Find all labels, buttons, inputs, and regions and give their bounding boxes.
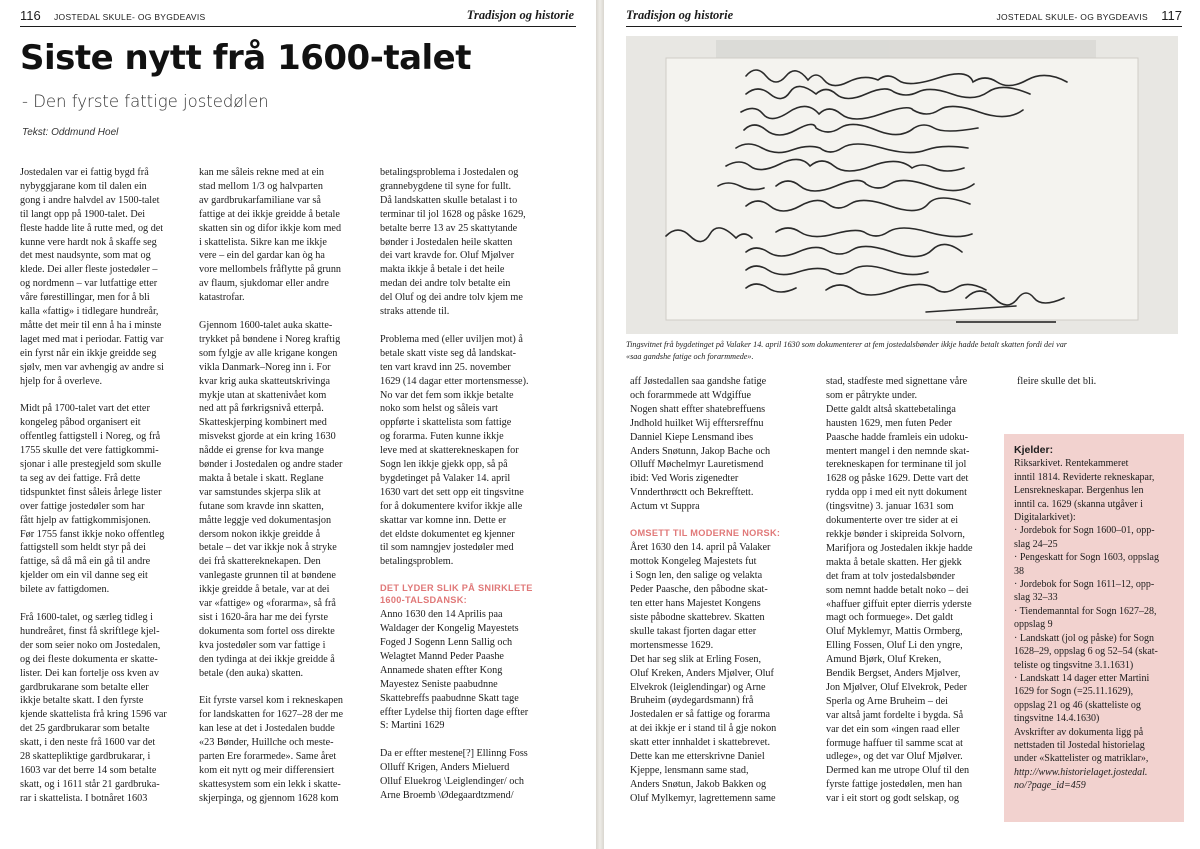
text-line: Bendik Bergset, Anders Mjølver,	[826, 668, 961, 680]
text-line: mottok Kongeleg Majestets fut	[630, 556, 757, 568]
text-line: Gjennom 1600-talet auka skatte-	[199, 319, 333, 331]
right-column-2	[826, 375, 1012, 806]
text-line: som fylgje av alle krigane kongen	[199, 347, 338, 359]
text-line: Jostedalen var ei fattig bygd frå	[20, 167, 149, 178]
text-line	[20, 597, 190, 611]
column-3-text-a	[380, 166, 550, 583]
magazine-name: JOSTEDAL SKULE- OG BYGDEAVIS	[54, 12, 206, 22]
text-line	[380, 319, 550, 333]
text-line: · Landskatt 14 dager etter Martini	[1014, 672, 1150, 684]
text-line: vere – ein del gardar kan òg ha	[199, 250, 325, 262]
section-name: Tradisjon og historie	[626, 8, 734, 22]
magazine-name: JOSTEDAL SKULE- OG BYGDEAVIS	[996, 12, 1148, 22]
text-line: · Pengeskatt for Sogn 1603, oppslag	[1014, 552, 1159, 564]
text-line: betale skatt viste seg då landskat-	[380, 347, 517, 359]
body-column-2	[199, 166, 373, 806]
text-line: Frå 1600-talet, og særleg tidleg i	[20, 612, 153, 623]
text-line: Problema med (eller uviljen mot) å	[380, 333, 523, 345]
text-line: rar i skattelista. I botnåret 1603	[20, 792, 148, 804]
text-line: kom eit nytt og meir differensiert	[199, 764, 335, 776]
text-line: fattige at dei ikkje greidde å betale	[199, 208, 340, 220]
text-line: Elvekrok (leiglendingar) og Arne	[630, 681, 766, 693]
text-line: Anno 1630 den 14 Aprilis paa	[380, 609, 503, 621]
transcription-heading: DET LYDER SLIK PÅ SNIRKLETE	[380, 583, 533, 594]
text-line: kan lese at det i Jostedalen budde	[199, 723, 335, 735]
text-line: ten etter hans Majestet Kongens	[630, 598, 761, 610]
text-line: skattar var komne inn. Dette er	[380, 514, 507, 526]
text-line: klede. Dei aller fleste jostedøler –	[20, 264, 158, 276]
text-line: sist i 1620-åra har me dei fyrste	[199, 612, 329, 623]
text-line: Lensrekneskapar. Bergenhus len	[1014, 485, 1144, 497]
text-line: betalte berre 13 av 25 skattytande	[380, 222, 518, 234]
text-line: dokumenterte over tre sider at ei	[826, 515, 959, 527]
text-line: av gardbrukarfamiliane var så	[199, 194, 321, 206]
text-line	[380, 569, 550, 583]
photo-caption	[626, 339, 1182, 363]
text-line: var «fattige» og «forarma», så frå	[199, 598, 336, 610]
text-line: skjerpinga, og gjennom 1628 kom	[199, 792, 339, 804]
text-line: Vnnderthrøctt och Bekrefftett.	[630, 487, 754, 499]
text-line: Jon Mjølver, Oluf Elvekrok, Peder	[826, 681, 968, 693]
right-column-1-text-a	[630, 375, 818, 528]
text-line: betalingsproblem.	[380, 556, 454, 568]
text-line: 1628–29, oppslag 6 og 52–54 (skat-	[1014, 646, 1158, 658]
text-line: skattesystem som ein lekk i skatte-	[199, 778, 341, 790]
text-line: fleste hadde lite å rutte med, og det	[20, 222, 164, 234]
text-line: over fattige jostedøler som har	[20, 500, 145, 512]
text-line: S: Martini 1629	[380, 720, 445, 732]
text-line: Waldager der Kongelig Mayestets	[380, 623, 519, 635]
text-line: Skattebreffs paabudnne Skatt tage	[380, 692, 519, 704]
text-line: Skatteskjerping kombinert med	[199, 417, 327, 429]
page-number: 117	[1161, 8, 1182, 23]
text-line: mentert mangel i den nemnde skat-	[826, 445, 970, 457]
text-line: og forarma. Futen kunne ikkje	[380, 431, 504, 443]
text-line: och forarmmede att Wdgiffue	[630, 389, 751, 401]
right-column-1	[630, 375, 818, 806]
text-line: 1629 (14 dagar etter mortensmesse).	[380, 375, 529, 387]
text-line: det fram at tolv jostedalsbønder	[826, 570, 956, 582]
text-line: bygdetinget på Valaker 14. april	[380, 472, 511, 484]
text-line: leve med at skatterekneskapen for	[380, 445, 519, 457]
sources-list	[1014, 457, 1178, 765]
text-line: Sogn len ikkje gjekk opp, så på	[380, 459, 508, 471]
text-line: vore mellombels fråflytte på grunn	[199, 264, 342, 276]
text-line: ten vart kravd inn 25. november	[380, 361, 511, 373]
text-line: Annamede shaten effter Kong	[380, 664, 503, 676]
text-line: sjonar i alle prestegjeld som skulle	[20, 459, 162, 471]
text-line: Midt på 1700-talet vart det etter	[20, 403, 150, 415]
text-line: udlege», og det var Oluf Mjølver.	[826, 751, 963, 763]
text-line: slag 24–25	[1014, 538, 1058, 550]
text-line: betale – det var ikkje nok å stryke	[199, 542, 337, 554]
text-line: var i eit stort og godt selskap, og	[826, 793, 959, 805]
text-line: fyrste fattige jostedølen, men han	[826, 779, 963, 791]
text-line: som er påtrykte under.	[826, 389, 918, 401]
text-line: oppslag 21 og 46 (skatteliste og	[1014, 699, 1141, 711]
text-line: 1603 var det berre 14 som betalte	[20, 764, 157, 776]
text-line: fått hjelp av fattigkommisjonen.	[20, 514, 151, 526]
text-line: del Oluf og dei andre tolv kjem me	[380, 292, 523, 304]
section-name: Tradisjon og historie	[466, 8, 574, 22]
text-line: medan dei andre tolv betalte ein	[380, 278, 511, 290]
text-line: som nemnt hadde betalt noko – dei	[826, 584, 969, 596]
text-line: Dette galdt altså skattebetalinga	[826, 403, 956, 415]
text-line: gong i andre halvdel av 1500-talet	[20, 194, 160, 206]
text-line: tidspunktet finst såleis årlege lister	[20, 486, 162, 498]
text-line: Anders Snøtun, Jakob Bakken og	[630, 778, 767, 790]
text-line: «23 Bønder, Huillche och meste-	[199, 737, 334, 749]
text-line: Dette kan me etterskrivne Daniel	[630, 751, 765, 763]
right-column-3	[1017, 375, 1187, 389]
text-line: dei vart kravde for. Oluf Mjølver	[380, 250, 515, 262]
text-line: Dermed kan me utrope Oluf til den	[826, 765, 970, 777]
text-line: var samstundes skjerpa slik at	[199, 486, 321, 498]
sources-link[interactable]: http://www.historielaget.jostedal.	[1014, 766, 1148, 778]
text-line: lister. Dei kan fortelje oss kven av	[20, 667, 159, 679]
body-column-1	[20, 166, 190, 806]
text-line: ned att på førkrigsnivå etterpå.	[199, 403, 324, 415]
text-line: straks attende til.	[380, 306, 450, 318]
text-line: oppførte i skattelista som fattige	[380, 417, 512, 429]
text-line: Da er effter mestene[?] Ellinng Foss	[380, 748, 528, 760]
text-line: den tydinga at dei ikkje greidde å	[199, 653, 335, 665]
text-line: inntil 1814. Reviderte rekneskapar,	[1014, 471, 1155, 483]
text-line: kongeleg påbod organisert eit	[20, 417, 141, 429]
text-line: hundreåret, finst få skriftlege kjel-	[20, 625, 160, 637]
text-line: parten Ere forarmede». Same året	[199, 751, 337, 763]
text-line: kan me såleis rekne med at ein	[199, 167, 325, 178]
sources-box	[1004, 434, 1184, 822]
text-line: Kjeppe, lensmann same stad,	[630, 764, 749, 776]
text-line: noko som helst og såleis vart	[380, 403, 498, 415]
text-line: til langt opp på 1900-talet. Dei	[20, 208, 146, 220]
text-line: siste påbodne skattebrev. Skatten	[630, 612, 765, 623]
text-line: våre førestillingar, men for å bli	[20, 292, 150, 304]
text-line: Olluff Møchelmyr Lauretismend	[630, 459, 764, 471]
text-line: formuge haffuer til samme scat at	[826, 737, 964, 749]
text-line: skatt etter innhaldet i skattebrevet.	[630, 737, 771, 749]
text-line: det 25 gardbrukarar som betalte	[20, 723, 150, 735]
text-line: teliste og tingsvitne 3.1.1631)	[1014, 659, 1134, 671]
text-line: Det har seg slik at Erling Fosen,	[630, 653, 761, 665]
text-line: fattigstell som heldt styr på dei	[20, 542, 146, 554]
text-line: nettstaden til Jostedal historielag	[1014, 739, 1145, 751]
text-line: Året 1630 den 14. april på Valaker	[630, 542, 771, 554]
text-line: der som seier noko om Jostedalen,	[20, 639, 161, 651]
text-line: kalla «fattig» i tidlegare hundreår,	[20, 306, 159, 318]
text-line: Oluf Kreken, Anders Mjølver, Oluf	[630, 667, 774, 679]
text-line: Oluf Myklemyr, Mattis Ormberg,	[826, 626, 963, 638]
text-line: rekkje bønder i skipreida Solvorn,	[826, 528, 965, 540]
translation-heading: OMSETT TIL MODERNE NORSK:	[630, 527, 781, 538]
text-line: skulle takast fjorten dagar etter	[630, 625, 757, 637]
text-line: kjende skattelista frå kring 1596 var	[20, 709, 167, 721]
text-line: 38	[1014, 565, 1024, 577]
text-line: Olluf Eluekrog \Leiglendinger/ och	[380, 776, 524, 788]
right-running-head	[626, 10, 1182, 27]
text-line: det eldste dokumentet eg kjenner	[380, 528, 515, 540]
text-line: mykje utan at skattenivået kom	[199, 389, 327, 401]
caption-line: Tingsvitnet frå bygdetinget på Valaker 14. april 1630 som dokumenterer at fem jostedalsbønder ikkje hadde betalt skatten fordi dei var	[626, 340, 1067, 349]
text-line	[199, 305, 373, 319]
text-line: og dei fleste dokumenta er skatte-	[20, 653, 158, 665]
text-line: dei frå skattereknekapen. Den	[199, 556, 321, 568]
text-line: Welagtet Mannd Peder Paashe	[380, 650, 504, 662]
text-line: Nogen shatt effter shatebreffuens	[630, 403, 766, 415]
text-line: Mayestez Seniste paabudnne	[380, 678, 498, 690]
text-line: No var det fem som ikkje betalte	[380, 389, 514, 401]
text-line: hjelp for å overleve.	[20, 375, 103, 387]
text-line: at dei ikkje er i stand til å gje nokon	[630, 723, 777, 735]
text-line: var altså jamt fordelte i bygda. Så	[826, 709, 964, 721]
text-line: misvekst gjorde at ein kring 1630	[199, 431, 336, 443]
text-line: makta å betale i skatt. Reglane	[199, 472, 324, 484]
text-line	[630, 514, 818, 528]
text-line: Jostedalen er så fattige og forarma	[630, 709, 771, 721]
text-line: 28 skattepliktige gardbrukarar, i	[20, 751, 151, 763]
page-number: 116	[20, 8, 41, 23]
text-line: hausten 1629, men futen Peder	[826, 417, 952, 429]
text-line: · Jordebok for Sogn 1600–01, opp-	[1014, 525, 1155, 537]
article-subtitle: - Den fyrste fattige jostedølen	[22, 92, 269, 111]
body-column-3	[380, 166, 550, 803]
text-line: offentleg fattigstell i Noreg, og frå	[20, 431, 161, 443]
text-line: terekneskapen for terminane til jol	[826, 459, 967, 471]
text-line: futane som kravde inn skatten,	[199, 500, 324, 512]
text-line: dersom nokon ikkje greidde å	[199, 528, 321, 540]
text-line: bønder i Jostedalen og andre stader	[199, 459, 343, 471]
text-line: terminar til jol 1628 og påske 1629,	[380, 208, 526, 220]
text-line: effter Lydelse thij fiorten dage effter	[380, 706, 529, 718]
text-line: nådde ei grense for kva mange	[199, 445, 324, 457]
text-line: laget med mat i periodar. Fattig var	[20, 333, 164, 345]
text-line: Olluff Krigen, Anders Mieluerd	[380, 762, 510, 774]
text-line: var det ein som «ingen raad eller	[826, 723, 960, 735]
text-line: Oluf Mylkemyr, lagrettemenn same	[630, 792, 776, 804]
text-line: ta seg av dei fattige. Frå dette	[20, 472, 141, 484]
text-line: ikkje betalte skatt. I den fyrste	[20, 695, 144, 707]
text-line: Avskrifter av dokumenta ligg på	[1014, 726, 1144, 738]
text-line: skatt, og i 1611 står 21 gardbruka-	[20, 778, 160, 790]
text-line: og nordmenn – var lutfattige etter	[20, 278, 158, 290]
text-line	[199, 681, 373, 695]
text-line: for landskatten for 1627–28 der me	[199, 709, 343, 721]
text-line: stad, stadfeste med signettane våre	[826, 376, 968, 387]
text-line: grannebygdene til syne for fullt.	[380, 180, 511, 192]
text-line: betalingsproblema i Jostedalen og	[380, 167, 519, 178]
text-line: trykket på bøndene i Noreg kraftig	[199, 333, 341, 345]
text-line: skatten sin og difor ikkje kom med	[199, 222, 342, 234]
sources-link[interactable]: no/?page_id=459	[1014, 780, 1086, 792]
text-line: 1629 for Sogn (=25.11.1629),	[1014, 686, 1134, 698]
text-line: i Sogn len, den salige og velakta	[630, 570, 763, 582]
text-line: (tingsvitne) 3. januar 1631 som	[826, 501, 954, 513]
text-line: aff Jøstedallen saa gandshe fatige	[630, 376, 767, 387]
manuscript-photo	[626, 36, 1178, 334]
text-line: 1630 vart det sett opp eit tingsvitne	[380, 486, 524, 498]
right-page	[604, 0, 1200, 849]
text-line: inntil ca. 1629 (skanna utgåver i	[1014, 498, 1143, 510]
sources-text	[1014, 444, 1178, 793]
text-line: magt och formuege». Det galdt	[826, 612, 954, 624]
text-line: makta å betale skatten. Her gjekk	[826, 556, 962, 568]
text-line: slag 32–33	[1014, 592, 1058, 604]
text-line	[380, 733, 550, 747]
text-line: · Tiendemanntal for Sogn 1627–28,	[1014, 605, 1157, 617]
text-line: 1755 skulle det vere fattigkommi-	[20, 445, 159, 457]
text-line: kvar krig auka skatteutskrivinga	[199, 375, 330, 387]
text-line: vikla Danmark–Noreg inn i. For	[199, 361, 331, 373]
text-line: bønder i Jostedalen heile skatten	[380, 236, 513, 248]
text-line: Arne Broemb \Ødegaardtzmend/	[380, 789, 514, 801]
text-line: vanlegaste grunnen til at bøndene	[199, 570, 336, 582]
text-line: Riksarkivet. Rentekammeret	[1014, 458, 1129, 470]
text-line: Amund Bjørk, Oluf Kreken,	[826, 654, 942, 666]
text-line: bilete av fattigdomen.	[20, 584, 110, 596]
caption-line: «saa gandshe fatige och forarmmede».	[626, 352, 754, 361]
spread-gutter	[596, 0, 604, 849]
text-line: dokumenta som fortel oss direkte	[199, 625, 335, 637]
text-line: Danniel Kiepe Lensmand ibes	[630, 431, 754, 443]
text-line: det mest naudsynte, som mat og	[20, 250, 151, 262]
text-line: Paasche hadde framleis ein udoku-	[826, 431, 969, 443]
text-line: kjelder om ein vil danne seg eit	[20, 570, 148, 582]
text-line: mortensmesse 1629.	[630, 639, 714, 651]
text-line: kva jostedøler som var fattige i	[199, 639, 326, 651]
text-line: Peder Paasche, den påbodne skat-	[630, 584, 768, 596]
text-line: for å dokumentere kvifor ikkje alle	[380, 500, 523, 512]
text-line: Eit fyrste varsel kom i rekneskapen	[199, 695, 343, 707]
text-line: betale (den auka) skatten.	[199, 667, 304, 679]
text-line: katastrofar.	[199, 292, 245, 304]
text-line: rydda opp i med eit nytt dokument	[826, 487, 967, 499]
text-line: Digitalarkivet):	[1014, 512, 1076, 524]
text-line: Marifjora og Jostedalen ikkje hadde	[826, 542, 973, 554]
text-line: ein fyrst når ein ikkje greidde seg	[20, 347, 157, 359]
text-line: måtte det meir til enn å ha i minste	[20, 319, 162, 331]
text-line: Då landskatten skulle betalast i to	[380, 194, 518, 206]
text-line: 1628 og påske 1629. Dette vart det	[826, 473, 969, 485]
text-line: sjølv, men var avhengig av andre si	[20, 361, 164, 373]
article-title: Siste nytt frå 1600-talet	[20, 38, 471, 78]
text-line: Jndhold huilket Wij efftersreffnu	[630, 417, 764, 429]
text-line: skatt, i den neste frå 1600 var det	[20, 737, 156, 749]
text-line: fleire skulle det bli.	[1017, 376, 1097, 387]
byline: Tekst: Oddmund Hoel	[22, 127, 119, 138]
text-line: makta ikkje å betale i det heile	[380, 264, 505, 276]
text-line: ikkje greidde å betale, var at dei	[199, 584, 330, 596]
text-line: stad mellom 1/3 og halvparten	[199, 180, 323, 192]
text-line: Actum vt Suppra	[630, 501, 700, 513]
transcription-heading-2: 1600-TALSDANSK:	[380, 594, 468, 605]
text-line	[20, 389, 190, 403]
text-line: måtte leggje ved dokumentasjon	[199, 514, 332, 526]
text-line: «haffuer giffuit epter dierris yderste	[826, 598, 972, 610]
text-line: Foged J Sogenn Lenn Sallig och	[380, 637, 513, 648]
sources-heading: Kjelder:	[1014, 444, 1054, 456]
left-page	[0, 0, 596, 849]
right-column-1-text-b	[630, 541, 818, 805]
text-line: i skattelista. Sikre kan me ikkje	[199, 236, 327, 248]
text-line: · Landskatt (jol og påske) for Sogn	[1014, 632, 1154, 644]
text-line: under «Skattelister og matriklar»,	[1014, 753, 1149, 765]
text-line: nybyggjarane kom til dalen ein	[20, 180, 147, 192]
left-running-head	[20, 10, 576, 27]
text-line: · Jordebok for Sogn 1611–12, opp-	[1014, 579, 1155, 591]
text-line: Anders Snøtunn, Jakop Bache och	[630, 445, 771, 457]
text-line: tingsvitne 14.4.1630)	[1014, 713, 1100, 725]
text-line: Før 1755 fanst ikkje noko offentleg	[20, 528, 165, 540]
text-line: til som namngjev jostedøler med	[380, 542, 514, 554]
text-line: av flaum, sjukdomar eller andre	[199, 278, 329, 290]
column-3-text-b	[380, 608, 550, 803]
text-line: fattige, så då må ein gå til andre	[20, 556, 151, 568]
manuscript-image	[626, 36, 1178, 334]
text-line: Bruheim (øydegardsmann) frå	[630, 695, 754, 707]
text-line: gardbrukarane som betalte eller	[20, 681, 149, 693]
text-line: Sperla og Arne Bruheim – dei	[826, 695, 948, 707]
text-line: ibid: Ved Woris zigenedter	[630, 473, 739, 485]
text-line: Elling Fossen, Oluf Li den yngre,	[826, 640, 963, 652]
text-line: oppslag 9	[1014, 619, 1053, 631]
text-line: kunne vere hardt nok å skaffe seg	[20, 236, 157, 248]
